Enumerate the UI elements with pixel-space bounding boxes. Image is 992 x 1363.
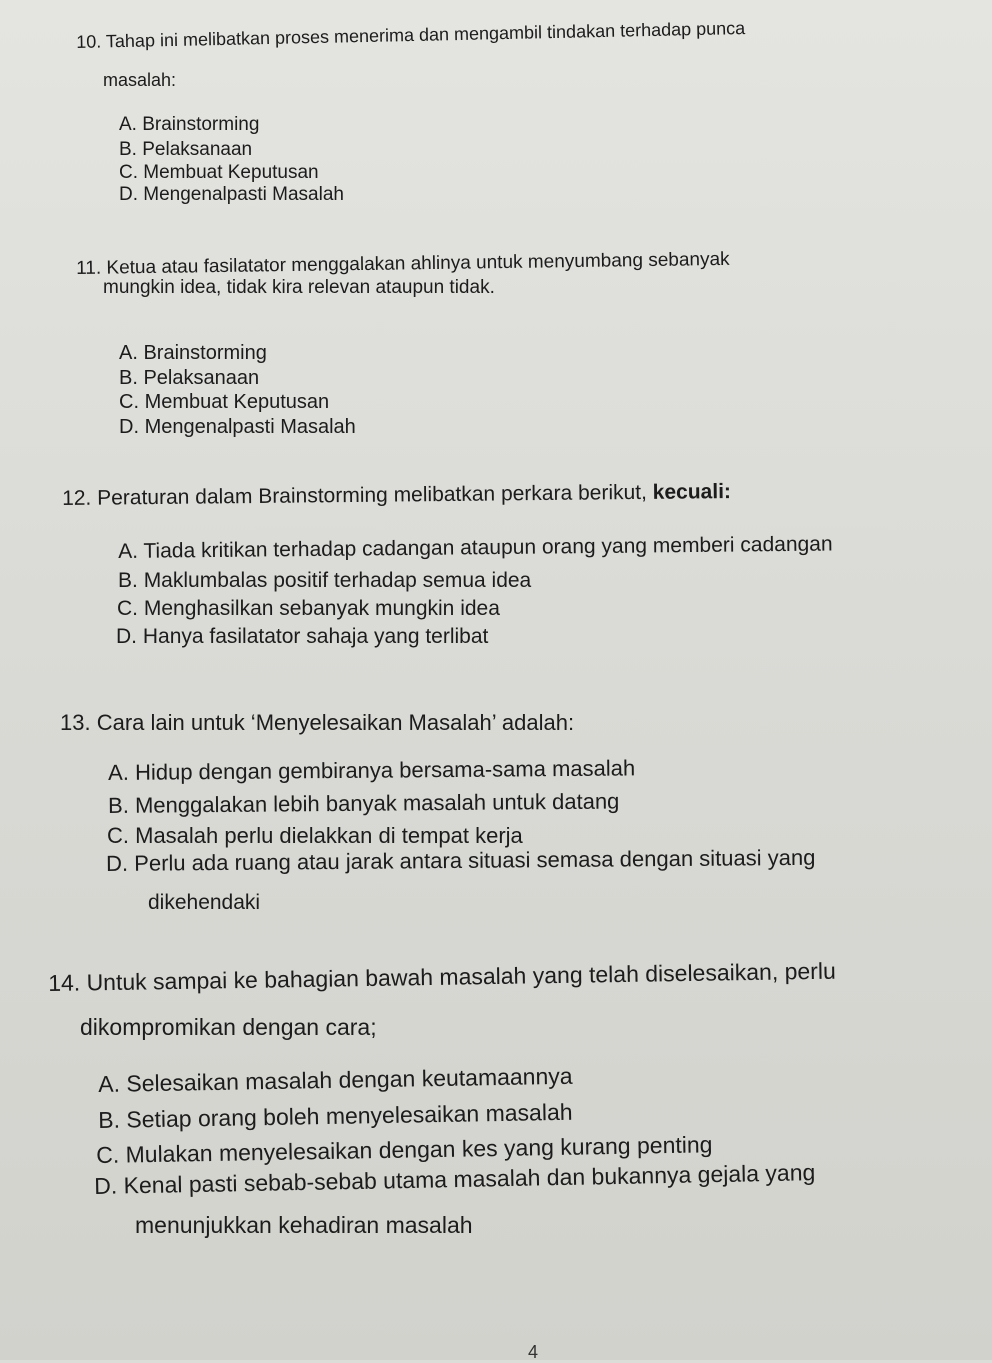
option-letter: A.	[119, 114, 137, 135]
option-text: Membuat Keputusan	[144, 391, 330, 413]
question-text: Ketua atau fasilatator menggalakan ahlinya untuk menyumbang sebanyak	[106, 248, 730, 279]
option-text: Selesaikan masalah dengan keutamaannya	[126, 1062, 573, 1097]
option-text: Maklumbalas positif terhadap semua idea	[143, 569, 532, 592]
option-c[interactable]	[119, 162, 319, 184]
question-text: Untuk sampai ke bahagian bawah masalah yang telah diselesaikan, perlu	[86, 957, 836, 996]
option-text: Pelaksanaan	[142, 139, 253, 160]
option-letter: D.	[119, 416, 139, 438]
question-14-stem-line2: dikompromikan dengan cara;	[80, 1014, 377, 1040]
option-letter: C.	[117, 597, 138, 620]
option-letter: C.	[119, 391, 139, 413]
option-b[interactable]	[108, 789, 619, 819]
option-d[interactable]	[116, 625, 488, 649]
question-number: 14.	[48, 969, 81, 996]
question-11-stem	[76, 249, 730, 280]
option-c[interactable]	[117, 597, 500, 621]
option-letter: A.	[119, 342, 138, 364]
option-letter: B.	[119, 367, 138, 389]
option-d[interactable]	[119, 184, 344, 206]
option-letter: C.	[119, 162, 138, 183]
option-text: Kenal pasti sebab-sebab utama masalah dan bukannya gejala yang	[123, 1159, 816, 1199]
option-b[interactable]	[119, 139, 252, 161]
option-a[interactable]	[119, 114, 259, 136]
option-letter: B.	[98, 1106, 121, 1133]
option-letter: B.	[118, 569, 138, 592]
question-number: 13.	[60, 710, 91, 735]
option-d[interactable]	[106, 845, 816, 877]
option-text: Mengenalpasti Masalah	[143, 184, 344, 205]
option-text: Masalah perlu dielakkan di tempat kerja	[135, 823, 523, 848]
option-text: Menggalakan lebih banyak masalah untuk datang	[134, 788, 620, 818]
question-number: 12.	[62, 486, 92, 510]
option-letter: C.	[107, 823, 129, 848]
option-letter: D.	[116, 625, 137, 648]
option-letter: A.	[98, 1070, 121, 1097]
question-11-stem-line2: mungkin idea, tidak kira relevan ataupun tidak.	[103, 277, 495, 298]
question-text: Tahap ini melibatkan proses menerima dan mengambil tindakan terhadap punca	[105, 17, 746, 52]
question-10-stem	[76, 18, 745, 53]
option-c[interactable]	[107, 823, 523, 849]
option-text: Mulakan menyelesaikan dengan kes yang kurang penting	[125, 1131, 713, 1168]
question-text: Cara lain untuk ‘Menyelesaikan Masalah’ adalah:	[96, 710, 575, 735]
question-14-stem	[48, 958, 836, 997]
option-a[interactable]	[108, 755, 635, 786]
option-letter: B.	[119, 139, 137, 160]
option-text: Mengenalpasti Masalah	[144, 416, 356, 438]
option-d[interactable]	[119, 416, 356, 439]
question-10-stem-line2: masalah:	[103, 70, 177, 90]
question-number: 11.	[76, 257, 102, 279]
question-12-stem	[62, 480, 731, 511]
question-text: Peraturan dalam Brainstorming melibatkan perkara berikut,	[97, 480, 653, 510]
option-b[interactable]	[118, 569, 531, 593]
question-number: 10.	[76, 31, 102, 52]
option-letter: D.	[106, 850, 129, 876]
option-text: Membuat Keputusan	[143, 162, 319, 183]
option-a[interactable]	[119, 342, 267, 365]
option-text: Brainstorming	[142, 114, 260, 135]
option-letter: A.	[108, 759, 130, 785]
option-d-continuation: menunjukkan kehadiran masalah	[135, 1212, 473, 1238]
option-letter: A.	[118, 539, 139, 563]
option-text: Menghasilkan sebanyak mungkin idea	[143, 597, 500, 620]
option-b[interactable]	[119, 367, 259, 390]
option-a[interactable]	[98, 1063, 573, 1098]
option-d-continuation: dikehendaki	[148, 891, 261, 914]
option-text: Hanya fasilatator sahaja yang terlibat	[142, 625, 489, 648]
option-letter: B.	[108, 792, 130, 818]
option-c[interactable]	[119, 391, 329, 414]
option-letter: C.	[96, 1141, 120, 1168]
option-text: Tiada kritikan terhadap cadangan ataupun orang yang memberi cadangan	[143, 532, 833, 563]
question-emphasis: kecuali:	[652, 479, 732, 504]
question-13-stem	[60, 710, 574, 736]
option-text: Brainstorming	[143, 342, 267, 364]
option-a[interactable]	[118, 533, 833, 564]
option-b[interactable]	[98, 1099, 573, 1134]
option-text: Perlu ada ruang atau jarak antara situasi semasa dengan situasi yang	[134, 844, 816, 876]
option-letter: D.	[119, 184, 138, 205]
option-text: Hidup dengan gembiranya bersama-sama masalah	[134, 755, 636, 785]
option-letter: D.	[94, 1172, 118, 1199]
option-text: Setiap orang boleh menyelesaikan masalah	[126, 1098, 573, 1133]
option-text: Pelaksanaan	[143, 367, 260, 389]
page-number: 4	[528, 1342, 539, 1362]
